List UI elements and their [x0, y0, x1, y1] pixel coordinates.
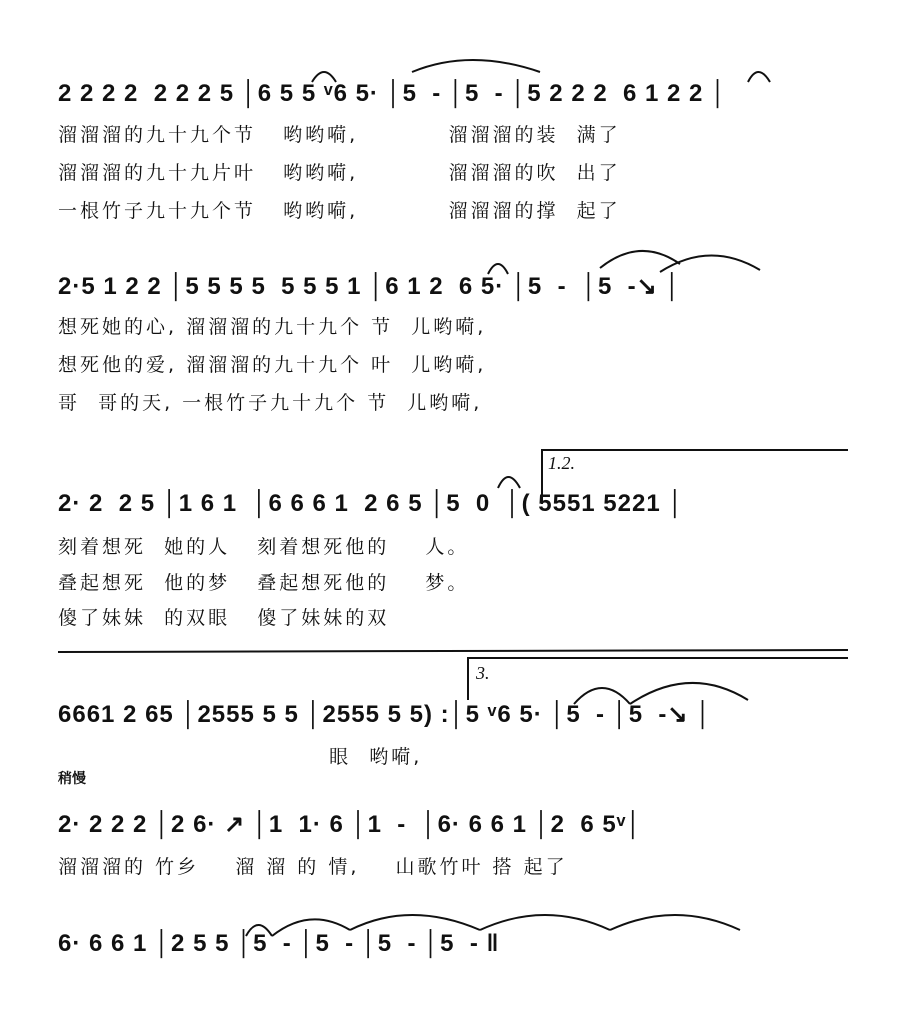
slur-6b: [272, 919, 350, 936]
slur-6e: [610, 915, 740, 930]
lyric-line-2-1: 想死她的心, 溜溜溜的九十九个 节 儿哟嗬,: [58, 316, 487, 338]
slur-6c: [350, 915, 480, 930]
slur-2c: [660, 255, 760, 272]
lyric-line-1-2: 溜溜溜的九十九片叶 哟哟嗬, 溜溜溜的吹 出了: [58, 162, 621, 184]
notation-row-2: 2·5 1 2 2 │5 5 5 5 5 5 5 1 │6 1 2 6 5· │5 - │5 -↘ │: [58, 273, 682, 300]
lyric-line-1-3: 一根竹子九十九个节 哟哟嗬, 溜溜溜的撑 起了: [58, 200, 621, 222]
slur-6a: [246, 925, 272, 936]
ending-label-1-2: 1.2.: [548, 453, 575, 473]
slur-4b: [630, 683, 748, 704]
slur-2a: [488, 264, 508, 274]
slur-6d: [480, 915, 610, 930]
staff-rule: [58, 650, 848, 652]
notation-row-3: 2· 2 2 5 │1 6 1 │6 6 6 1 2 6 5 │5 0 │( 5551 5221 │: [58, 490, 685, 517]
slur-1c: [748, 72, 770, 82]
slur-1a: [312, 72, 336, 82]
lyric-line-3-3: 傻了妹妹 的双眼 傻了妹妹的双: [58, 607, 390, 629]
notation-row-1: 2 2 2 2 2 2 2 5 │6 5 5 ᵛ6 5· │5 - │5 - │5 2 2 2 6 1 2 2 │: [58, 80, 728, 107]
volta-bracket-3: [468, 658, 848, 700]
lyric-line-5-1: 溜溜溜的 竹乡 溜 溜 的 情, 山歌竹叶 搭 起了: [58, 856, 568, 878]
lyric-line-2-2: 想死他的爱, 溜溜溜的九十九个 叶 儿哟嗬,: [58, 354, 487, 376]
lyric-line-4-1: 眼 哟嗬,: [58, 746, 423, 768]
lyric-line-3-1: 刻着想死 她的人 刻着想死他的 人。: [58, 536, 470, 558]
lyric-line-3-2: 叠起想死 他的梦 叠起想死他的 梦。: [58, 572, 470, 594]
notation-row-5: 2· 2 2 2 │2 6· ↗ │1 1· 6 │1 - │6· 6 6 1 │2 6 5ᵛ│: [58, 811, 643, 838]
lyric-line-2-3: 哥 哥的天, 一根竹子九十九个 节 儿哟嗬,: [58, 392, 483, 414]
notation-row-6: 6· 6 6 1 │2 5 5 │5 - │5 - │5 - │5 - ‖: [58, 930, 500, 957]
lyric-line-1-1: 溜溜溜的九十九个节 哟哟嗬, 溜溜溜的装 满了: [58, 124, 621, 146]
slur-3a: [498, 477, 520, 488]
ending-label-3: 3.: [476, 663, 490, 683]
tempo-marking: 稍慢: [58, 771, 86, 787]
slur-1b: [412, 60, 540, 72]
slur-4a: [574, 688, 630, 704]
notation-row-4: 6661 2 65 │2555 5 5 │2555 5 5) :│5 ᵛ6 5· │5 - │5 -↘ │: [58, 701, 713, 728]
slur-2b: [600, 251, 680, 268]
volta-bracket-1-2: [542, 450, 848, 504]
